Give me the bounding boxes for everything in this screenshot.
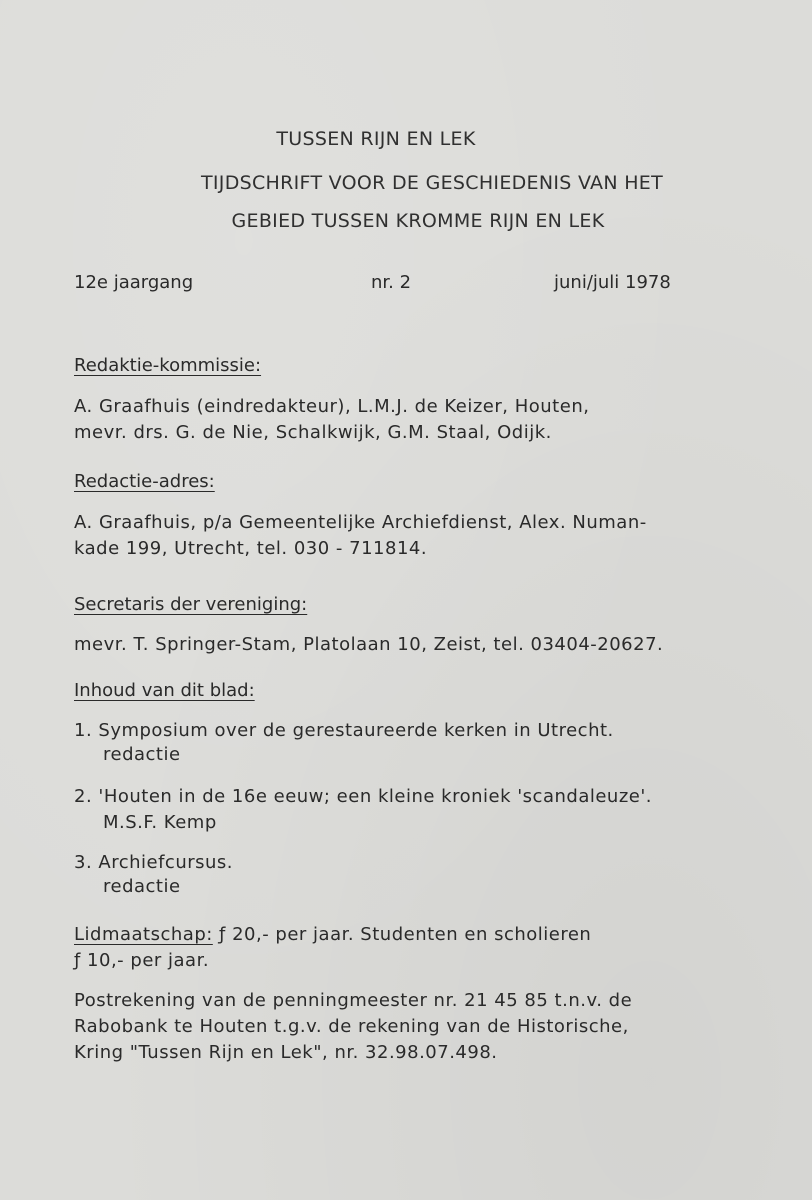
journal-title: TUSSEN RIJN EN LEK bbox=[276, 128, 476, 150]
inhoud-item-3-author: redactie bbox=[103, 876, 181, 897]
postrekening-line-2: Rabobank te Houten t.g.v. de rekening van de Historische, bbox=[74, 1016, 629, 1037]
redactie-kommissie-line-2: mevr. drs. G. de Nie, Schalkwijk, G.M. Staal, Odijk. bbox=[74, 422, 552, 443]
postrekening-line-3: Kring "Tussen Rijn en Lek", nr. 32.98.07.498. bbox=[74, 1042, 498, 1063]
inhoud-heading: Inhoud van dit blad: bbox=[74, 680, 255, 701]
redactie-kommissie-line-1: A. Graafhuis (eindredakteur), L.M.J. de Keizer, Houten, bbox=[74, 396, 590, 417]
issue-number: nr. 2 bbox=[371, 272, 412, 293]
inhoud-item-2-author: M.S.F. Kemp bbox=[103, 812, 217, 833]
secretaris-line-1: mevr. T. Springer-Stam, Platolaan 10, Zeist, tel. 03404-20627. bbox=[74, 634, 664, 655]
redactie-adres-heading: Redactie-adres: bbox=[74, 471, 215, 492]
inhoud-item-1-author: redactie bbox=[103, 744, 181, 765]
lidmaatschap-label: Lidmaatschap: bbox=[74, 924, 213, 945]
journal-subtitle-line-1: TIJDSCHRIFT VOOR DE GESCHIEDENIS VAN HET bbox=[200, 172, 664, 194]
lidmaatschap-line-2: ƒ 10,- per jaar. bbox=[74, 950, 210, 971]
inhoud-item-2-title: 2. 'Houten in de 16e eeuw; een kleine kroniek 'scandaleuze'. bbox=[74, 786, 653, 807]
redactie-adres-line-1: A. Graafhuis, p/a Gemeentelijke Archiefdienst, Alex. Numan- bbox=[74, 512, 647, 533]
postrekening-line-1: Postrekening van de penningmeester nr. 21 45 85 t.n.v. de bbox=[74, 990, 633, 1011]
issue-date: juni/juli 1978 bbox=[554, 272, 671, 293]
inhoud-item-1-title: 1. Symposium over de gerestaureerde kerken in Utrecht. bbox=[74, 720, 614, 741]
secretaris-heading: Secretaris der vereniging: bbox=[74, 594, 308, 615]
lidmaatschap-line-1 bbox=[74, 924, 591, 945]
journal-subtitle-line-2: GEBIED TUSSEN KROMME RIJN EN LEK bbox=[231, 210, 605, 232]
issue-volume: 12e jaargang bbox=[74, 272, 194, 293]
lidmaatschap-rate: ƒ 20,- per jaar. Studenten en scholieren bbox=[212, 924, 592, 945]
redactie-kommissie-heading: Redaktie-kommissie: bbox=[74, 355, 262, 376]
redactie-adres-line-2: kade 199, Utrecht, tel. 030 - 711814. bbox=[74, 538, 428, 559]
inhoud-item-3-title: 3. Archiefcursus. bbox=[74, 852, 234, 873]
